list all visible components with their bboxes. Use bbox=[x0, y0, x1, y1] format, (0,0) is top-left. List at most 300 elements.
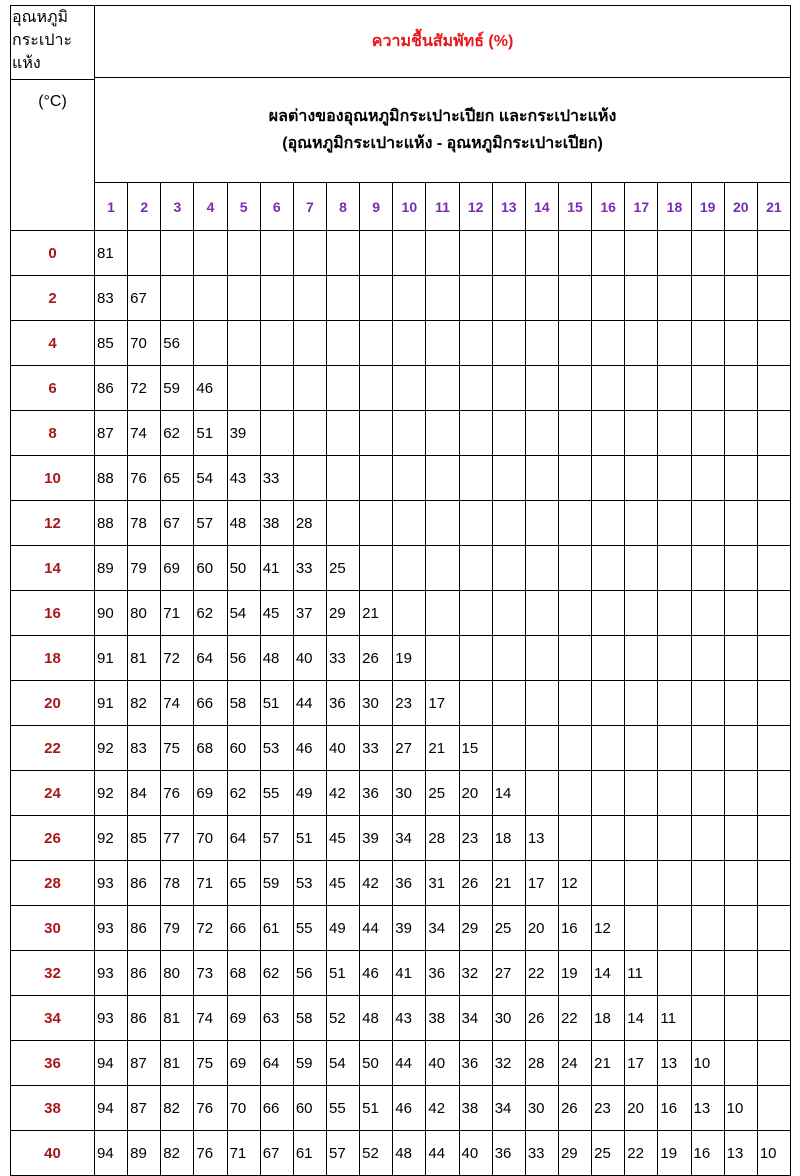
humidity-value-cell: 39 bbox=[227, 411, 260, 456]
humidity-value-cell bbox=[658, 726, 691, 771]
humidity-value-cell bbox=[558, 816, 591, 861]
humidity-value-cell bbox=[691, 861, 724, 906]
humidity-value-cell bbox=[492, 591, 525, 636]
humidity-value-cell: 64 bbox=[194, 636, 227, 681]
humidity-value-cell bbox=[592, 816, 625, 861]
humidity-value-cell bbox=[525, 231, 558, 276]
humidity-value-cell: 23 bbox=[592, 1086, 625, 1131]
humidity-value-cell: 82 bbox=[128, 681, 161, 726]
temperature-label: 6 bbox=[11, 366, 95, 411]
humidity-value-cell: 36 bbox=[393, 861, 426, 906]
humidity-value-cell: 49 bbox=[326, 906, 359, 951]
humidity-value-cell bbox=[724, 276, 757, 321]
difference-description bbox=[95, 78, 791, 183]
humidity-value-cell: 29 bbox=[326, 591, 359, 636]
humidity-value-cell bbox=[293, 231, 326, 276]
humidity-value-cell: 71 bbox=[227, 1131, 260, 1176]
humidity-value-cell bbox=[161, 276, 194, 321]
humidity-value-cell: 36 bbox=[426, 951, 459, 996]
humidity-value-cell bbox=[757, 681, 790, 726]
humidity-value-cell bbox=[625, 681, 658, 726]
difference-header: 12 bbox=[459, 183, 492, 231]
humidity-value-cell bbox=[724, 951, 757, 996]
humidity-value-cell: 72 bbox=[161, 636, 194, 681]
humidity-value-cell bbox=[658, 456, 691, 501]
humidity-value-cell: 86 bbox=[95, 366, 128, 411]
humidity-value-cell bbox=[691, 681, 724, 726]
humidity-value-cell: 74 bbox=[161, 681, 194, 726]
humidity-value-cell bbox=[658, 906, 691, 951]
humidity-value-cell bbox=[194, 276, 227, 321]
temperature-label: 16 bbox=[11, 591, 95, 636]
humidity-value-cell: 33 bbox=[360, 726, 393, 771]
humidity-value-cell: 67 bbox=[260, 1131, 293, 1176]
difference-header: 16 bbox=[592, 183, 625, 231]
humidity-value-cell: 76 bbox=[128, 456, 161, 501]
humidity-value-cell: 80 bbox=[128, 591, 161, 636]
humidity-value-cell: 81 bbox=[161, 996, 194, 1041]
humidity-value-cell: 42 bbox=[360, 861, 393, 906]
table-row bbox=[11, 771, 791, 816]
humidity-value-cell: 65 bbox=[161, 456, 194, 501]
humidity-value-cell: 57 bbox=[326, 1131, 359, 1176]
humidity-value-cell: 20 bbox=[459, 771, 492, 816]
humidity-value-cell: 72 bbox=[128, 366, 161, 411]
humidity-value-cell: 61 bbox=[293, 1131, 326, 1176]
humidity-value-cell bbox=[459, 321, 492, 366]
humidity-value-cell bbox=[592, 276, 625, 321]
humidity-value-cell bbox=[492, 546, 525, 591]
humidity-value-cell: 13 bbox=[691, 1086, 724, 1131]
table-row bbox=[11, 1131, 791, 1176]
humidity-value-cell: 12 bbox=[558, 861, 591, 906]
humidity-value-cell: 69 bbox=[227, 996, 260, 1041]
humidity-value-cell bbox=[459, 591, 492, 636]
humidity-value-cell: 44 bbox=[360, 906, 393, 951]
humidity-value-cell: 32 bbox=[492, 1041, 525, 1086]
humidity-value-cell bbox=[492, 681, 525, 726]
temperature-label: 28 bbox=[11, 861, 95, 906]
humidity-value-cell bbox=[525, 591, 558, 636]
humidity-value-cell: 21 bbox=[426, 726, 459, 771]
humidity-value-cell bbox=[492, 231, 525, 276]
humidity-value-cell: 29 bbox=[558, 1131, 591, 1176]
humidity-value-cell: 41 bbox=[393, 951, 426, 996]
humidity-value-cell bbox=[492, 366, 525, 411]
humidity-value-cell: 94 bbox=[95, 1131, 128, 1176]
table-row bbox=[11, 951, 791, 996]
humidity-value-cell bbox=[459, 276, 492, 321]
humidity-value-cell: 25 bbox=[426, 771, 459, 816]
humidity-value-cell: 91 bbox=[95, 681, 128, 726]
difference-header: 17 bbox=[625, 183, 658, 231]
humidity-value-cell: 46 bbox=[360, 951, 393, 996]
humidity-value-cell bbox=[625, 591, 658, 636]
humidity-value-cell: 81 bbox=[128, 636, 161, 681]
humidity-value-cell bbox=[360, 411, 393, 456]
humidity-value-cell bbox=[260, 231, 293, 276]
humidity-value-cell: 77 bbox=[161, 816, 194, 861]
humidity-value-cell: 74 bbox=[128, 411, 161, 456]
humidity-value-cell bbox=[658, 636, 691, 681]
table-row bbox=[11, 1086, 791, 1131]
humidity-value-cell bbox=[260, 321, 293, 366]
humidity-value-cell bbox=[426, 321, 459, 366]
humidity-value-cell bbox=[459, 231, 492, 276]
row-label-line-3: แห้ง bbox=[12, 55, 41, 72]
humidity-value-cell bbox=[592, 681, 625, 726]
humidity-value-cell bbox=[525, 366, 558, 411]
humidity-value-cell bbox=[625, 726, 658, 771]
humidity-value-cell bbox=[293, 456, 326, 501]
humidity-value-cell: 14 bbox=[625, 996, 658, 1041]
humidity-value-cell bbox=[592, 411, 625, 456]
humidity-value-cell bbox=[757, 951, 790, 996]
humidity-value-cell bbox=[558, 456, 591, 501]
humidity-value-cell bbox=[691, 906, 724, 951]
humidity-value-cell: 40 bbox=[293, 636, 326, 681]
humidity-value-cell bbox=[757, 366, 790, 411]
humidity-value-cell bbox=[757, 996, 790, 1041]
humidity-value-cell bbox=[724, 591, 757, 636]
humidity-value-cell: 67 bbox=[128, 276, 161, 321]
humidity-value-cell bbox=[326, 321, 359, 366]
humidity-value-cell: 74 bbox=[194, 996, 227, 1041]
humidity-value-cell: 13 bbox=[724, 1131, 757, 1176]
difference-header: 7 bbox=[293, 183, 326, 231]
humidity-value-cell bbox=[592, 771, 625, 816]
humidity-value-cell: 49 bbox=[293, 771, 326, 816]
humidity-value-cell bbox=[691, 636, 724, 681]
humidity-value-cell: 87 bbox=[128, 1041, 161, 1086]
humidity-value-cell bbox=[426, 366, 459, 411]
humidity-value-cell: 14 bbox=[592, 951, 625, 996]
temperature-label: 34 bbox=[11, 996, 95, 1041]
humidity-value-cell bbox=[492, 456, 525, 501]
table-row bbox=[11, 366, 791, 411]
humidity-value-cell bbox=[757, 771, 790, 816]
temperature-label: 20 bbox=[11, 681, 95, 726]
humidity-value-cell bbox=[757, 411, 790, 456]
humidity-value-cell: 71 bbox=[194, 861, 227, 906]
humidity-value-cell: 46 bbox=[293, 726, 326, 771]
table-row bbox=[11, 276, 791, 321]
humidity-value-cell bbox=[592, 546, 625, 591]
humidity-value-cell: 23 bbox=[393, 681, 426, 726]
humidity-value-cell: 38 bbox=[426, 996, 459, 1041]
humidity-value-cell bbox=[426, 546, 459, 591]
humidity-value-cell bbox=[691, 276, 724, 321]
humidity-value-cell: 10 bbox=[724, 1086, 757, 1131]
humidity-value-cell: 59 bbox=[161, 366, 194, 411]
humidity-value-cell bbox=[393, 321, 426, 366]
humidity-value-cell: 59 bbox=[293, 1041, 326, 1086]
humidity-value-cell bbox=[658, 501, 691, 546]
humidity-value-cell: 76 bbox=[161, 771, 194, 816]
humidity-value-cell: 56 bbox=[227, 636, 260, 681]
humidity-value-cell bbox=[724, 636, 757, 681]
humidity-value-cell bbox=[558, 501, 591, 546]
difference-header: 14 bbox=[525, 183, 558, 231]
humidity-value-cell: 30 bbox=[525, 1086, 558, 1131]
humidity-value-cell: 36 bbox=[492, 1131, 525, 1176]
humidity-value-cell bbox=[426, 411, 459, 456]
humidity-value-cell bbox=[393, 591, 426, 636]
humidity-value-cell: 26 bbox=[459, 861, 492, 906]
humidity-value-cell bbox=[592, 456, 625, 501]
humidity-value-cell: 55 bbox=[260, 771, 293, 816]
humidity-value-cell: 69 bbox=[227, 1041, 260, 1086]
humidity-value-cell: 33 bbox=[260, 456, 293, 501]
humidity-value-cell bbox=[592, 321, 625, 366]
humidity-value-cell bbox=[625, 501, 658, 546]
humidity-value-cell: 57 bbox=[260, 816, 293, 861]
humidity-value-cell: 73 bbox=[194, 951, 227, 996]
humidity-value-cell: 17 bbox=[525, 861, 558, 906]
humidity-value-cell bbox=[757, 861, 790, 906]
table-row bbox=[11, 816, 791, 861]
humidity-value-cell: 28 bbox=[426, 816, 459, 861]
humidity-value-cell bbox=[393, 501, 426, 546]
humidity-value-cell: 59 bbox=[260, 861, 293, 906]
humidity-value-cell bbox=[492, 636, 525, 681]
humidity-value-cell bbox=[625, 366, 658, 411]
humidity-value-cell: 16 bbox=[691, 1131, 724, 1176]
humidity-value-cell bbox=[558, 276, 591, 321]
humidity-value-cell bbox=[525, 726, 558, 771]
row-label-line-2: กระเปาะ bbox=[12, 32, 73, 49]
humidity-value-cell: 39 bbox=[360, 816, 393, 861]
humidity-value-cell: 40 bbox=[426, 1041, 459, 1086]
humidity-value-cell bbox=[757, 816, 790, 861]
humidity-value-cell: 36 bbox=[459, 1041, 492, 1086]
humidity-value-cell bbox=[625, 771, 658, 816]
humidity-value-cell: 10 bbox=[691, 1041, 724, 1086]
humidity-value-cell: 56 bbox=[293, 951, 326, 996]
table-row bbox=[11, 456, 791, 501]
humidity-value-cell: 25 bbox=[592, 1131, 625, 1176]
difference-header: 15 bbox=[558, 183, 591, 231]
humidity-value-cell: 55 bbox=[293, 906, 326, 951]
humidity-value-cell: 43 bbox=[393, 996, 426, 1041]
humidity-value-cell: 39 bbox=[393, 906, 426, 951]
relative-humidity-table bbox=[10, 5, 791, 1176]
humidity-value-cell bbox=[360, 231, 393, 276]
humidity-value-cell bbox=[227, 276, 260, 321]
humidity-value-cell bbox=[658, 411, 691, 456]
humidity-value-cell: 67 bbox=[161, 501, 194, 546]
humidity-value-cell: 23 bbox=[459, 816, 492, 861]
humidity-value-cell: 85 bbox=[128, 816, 161, 861]
humidity-value-cell bbox=[625, 276, 658, 321]
humidity-value-cell bbox=[658, 546, 691, 591]
difference-header: 6 bbox=[260, 183, 293, 231]
humidity-value-cell bbox=[724, 861, 757, 906]
humidity-value-cell bbox=[525, 321, 558, 366]
humidity-value-cell bbox=[724, 456, 757, 501]
humidity-value-cell: 46 bbox=[194, 366, 227, 411]
humidity-value-cell: 45 bbox=[260, 591, 293, 636]
humidity-value-cell: 41 bbox=[260, 546, 293, 591]
humidity-value-cell: 38 bbox=[260, 501, 293, 546]
humidity-value-cell: 44 bbox=[426, 1131, 459, 1176]
humidity-value-cell: 43 bbox=[227, 456, 260, 501]
humidity-value-cell bbox=[128, 231, 161, 276]
subtitle-row bbox=[11, 78, 791, 183]
humidity-value-cell: 87 bbox=[128, 1086, 161, 1131]
table-row bbox=[11, 321, 791, 366]
relative-humidity-title: ความชื้นสัมพัทธ์ (%) bbox=[95, 6, 791, 78]
humidity-value-cell bbox=[360, 276, 393, 321]
humidity-value-cell: 70 bbox=[194, 816, 227, 861]
humidity-value-cell bbox=[724, 411, 757, 456]
humidity-value-cell bbox=[525, 636, 558, 681]
humidity-value-cell bbox=[757, 231, 790, 276]
humidity-value-cell: 93 bbox=[95, 951, 128, 996]
humidity-value-cell: 60 bbox=[293, 1086, 326, 1131]
temperature-label: 40 bbox=[11, 1131, 95, 1176]
humidity-value-cell: 38 bbox=[459, 1086, 492, 1131]
humidity-value-cell bbox=[227, 321, 260, 366]
humidity-value-cell: 12 bbox=[592, 906, 625, 951]
humidity-value-cell: 83 bbox=[128, 726, 161, 771]
humidity-value-cell: 42 bbox=[426, 1086, 459, 1131]
humidity-value-cell: 69 bbox=[194, 771, 227, 816]
table-body bbox=[11, 6, 791, 1176]
humidity-value-cell: 40 bbox=[459, 1131, 492, 1176]
humidity-value-cell bbox=[724, 501, 757, 546]
humidity-value-cell: 57 bbox=[194, 501, 227, 546]
humidity-value-cell: 51 bbox=[360, 1086, 393, 1131]
humidity-value-cell: 92 bbox=[95, 726, 128, 771]
humidity-value-cell bbox=[724, 906, 757, 951]
humidity-value-cell: 75 bbox=[194, 1041, 227, 1086]
table-row bbox=[11, 501, 791, 546]
humidity-value-cell bbox=[393, 456, 426, 501]
humidity-value-cell bbox=[691, 996, 724, 1041]
humidity-value-cell bbox=[293, 321, 326, 366]
humidity-value-cell: 93 bbox=[95, 996, 128, 1041]
humidity-value-cell: 25 bbox=[326, 546, 359, 591]
humidity-value-cell bbox=[194, 321, 227, 366]
humidity-value-cell: 50 bbox=[360, 1041, 393, 1086]
humidity-value-cell: 51 bbox=[260, 681, 293, 726]
humidity-value-cell: 33 bbox=[525, 1131, 558, 1176]
humidity-value-cell: 81 bbox=[161, 1041, 194, 1086]
humidity-value-cell: 89 bbox=[128, 1131, 161, 1176]
humidity-value-cell bbox=[492, 321, 525, 366]
humidity-value-cell bbox=[757, 636, 790, 681]
humidity-value-cell bbox=[658, 771, 691, 816]
humidity-value-cell: 26 bbox=[525, 996, 558, 1041]
humidity-value-cell: 20 bbox=[525, 906, 558, 951]
humidity-value-cell: 52 bbox=[360, 1131, 393, 1176]
humidity-value-cell bbox=[525, 771, 558, 816]
humidity-value-cell bbox=[691, 771, 724, 816]
humidity-value-cell: 22 bbox=[525, 951, 558, 996]
humidity-value-cell: 19 bbox=[658, 1131, 691, 1176]
humidity-value-cell bbox=[757, 321, 790, 366]
humidity-value-cell: 40 bbox=[326, 726, 359, 771]
temperature-label: 18 bbox=[11, 636, 95, 681]
humidity-value-cell: 86 bbox=[128, 951, 161, 996]
humidity-value-cell bbox=[691, 726, 724, 771]
temperature-label: 30 bbox=[11, 906, 95, 951]
humidity-value-cell: 20 bbox=[625, 1086, 658, 1131]
humidity-value-cell bbox=[592, 591, 625, 636]
humidity-value-cell: 15 bbox=[459, 726, 492, 771]
humidity-value-cell bbox=[326, 366, 359, 411]
difference-header: 4 bbox=[194, 183, 227, 231]
humidity-value-cell: 21 bbox=[592, 1041, 625, 1086]
humidity-value-cell bbox=[625, 456, 658, 501]
humidity-value-cell bbox=[757, 726, 790, 771]
humidity-value-cell bbox=[326, 411, 359, 456]
humidity-value-cell: 64 bbox=[227, 816, 260, 861]
humidity-value-cell bbox=[459, 636, 492, 681]
humidity-value-cell bbox=[426, 501, 459, 546]
humidity-value-cell: 17 bbox=[426, 681, 459, 726]
humidity-value-cell: 18 bbox=[592, 996, 625, 1041]
humidity-value-cell bbox=[525, 276, 558, 321]
table-row bbox=[11, 1041, 791, 1086]
humidity-value-cell: 51 bbox=[326, 951, 359, 996]
humidity-value-cell: 92 bbox=[95, 771, 128, 816]
humidity-value-cell: 42 bbox=[326, 771, 359, 816]
humidity-value-cell bbox=[459, 411, 492, 456]
humidity-value-cell bbox=[558, 681, 591, 726]
temperature-label: 12 bbox=[11, 501, 95, 546]
difference-header: 21 bbox=[757, 183, 790, 231]
humidity-value-cell: 76 bbox=[194, 1086, 227, 1131]
humidity-value-cell: 11 bbox=[658, 996, 691, 1041]
humidity-value-cell bbox=[691, 546, 724, 591]
humidity-value-cell bbox=[691, 591, 724, 636]
humidity-value-cell bbox=[691, 951, 724, 996]
humidity-value-cell: 66 bbox=[227, 906, 260, 951]
humidity-value-cell bbox=[260, 276, 293, 321]
table-row bbox=[11, 546, 791, 591]
temperature-label: 0 bbox=[11, 231, 95, 276]
humidity-value-cell: 14 bbox=[492, 771, 525, 816]
humidity-value-cell: 53 bbox=[260, 726, 293, 771]
humidity-value-cell: 62 bbox=[227, 771, 260, 816]
humidity-value-cell: 45 bbox=[326, 816, 359, 861]
humidity-value-cell bbox=[426, 636, 459, 681]
humidity-value-cell: 22 bbox=[625, 1131, 658, 1176]
humidity-value-cell bbox=[724, 321, 757, 366]
table-row bbox=[11, 681, 791, 726]
humidity-value-cell bbox=[757, 591, 790, 636]
humidity-value-cell bbox=[757, 1041, 790, 1086]
humidity-value-cell bbox=[658, 861, 691, 906]
temperature-label: 2 bbox=[11, 276, 95, 321]
humidity-value-cell: 70 bbox=[227, 1086, 260, 1131]
humidity-value-cell: 66 bbox=[260, 1086, 293, 1131]
humidity-value-cell bbox=[459, 366, 492, 411]
humidity-value-cell: 88 bbox=[95, 501, 128, 546]
humidity-value-cell bbox=[558, 411, 591, 456]
temperature-label: 8 bbox=[11, 411, 95, 456]
humidity-value-cell: 11 bbox=[625, 951, 658, 996]
humidity-value-cell bbox=[459, 681, 492, 726]
humidity-value-cell: 86 bbox=[128, 906, 161, 951]
humidity-value-cell bbox=[227, 231, 260, 276]
humidity-value-cell bbox=[658, 231, 691, 276]
temperature-label: 32 bbox=[11, 951, 95, 996]
humidity-value-cell: 78 bbox=[128, 501, 161, 546]
humidity-value-cell: 48 bbox=[360, 996, 393, 1041]
